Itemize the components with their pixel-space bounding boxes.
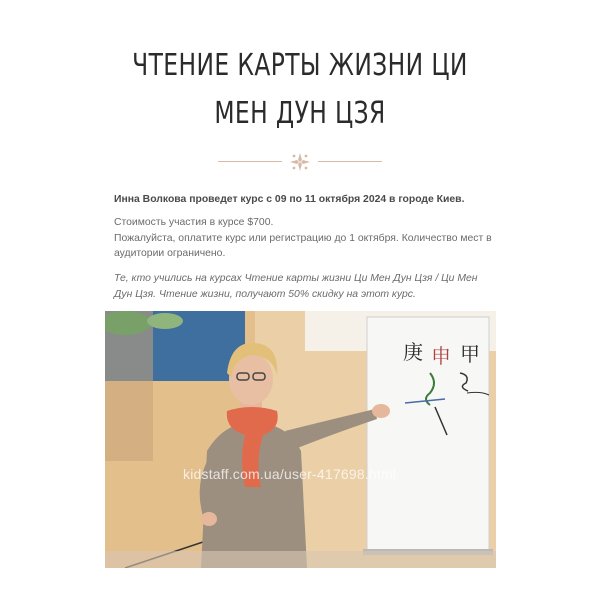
photo-watermark: kidstaff.com.ua/user-417698.html [183,466,397,482]
page-title-line2: МЕН ДУН ЦЗЯ [214,96,386,131]
divider-line-left [218,161,282,162]
page-title-line1: ЧТЕНИЕ КАРТЫ ЖИЗНИ ЦИ [132,48,468,83]
board-char-1: 庚 [403,340,423,364]
course-intro: Инна Волкова проведет курс с 09 по 11 октября 2024 в городе Киев. [114,194,465,205]
course-details [114,215,494,262]
flower-ornament-icon [289,152,311,172]
page-title [66,42,534,138]
board-char-3: 甲 [460,342,480,366]
ornament-divider [218,152,382,172]
divider-line-right [318,161,382,162]
lecture-photo [105,311,496,568]
payment-line: Пожалуйста, оплатите курс или регистрацию до 1 октября. Количество мест в аудитории ограничено. [114,232,492,259]
discount-note: Те, кто учились на курсах Чтение карты жизни Ци Мен Дун Цзя / Ци Мен Дун Цзя. Чтение жизни, получают 50% скидку на этот курс. [114,273,478,300]
price-line: Стоимость участия в курсе $700. [114,217,274,228]
board-char-2: 申 [431,344,451,368]
